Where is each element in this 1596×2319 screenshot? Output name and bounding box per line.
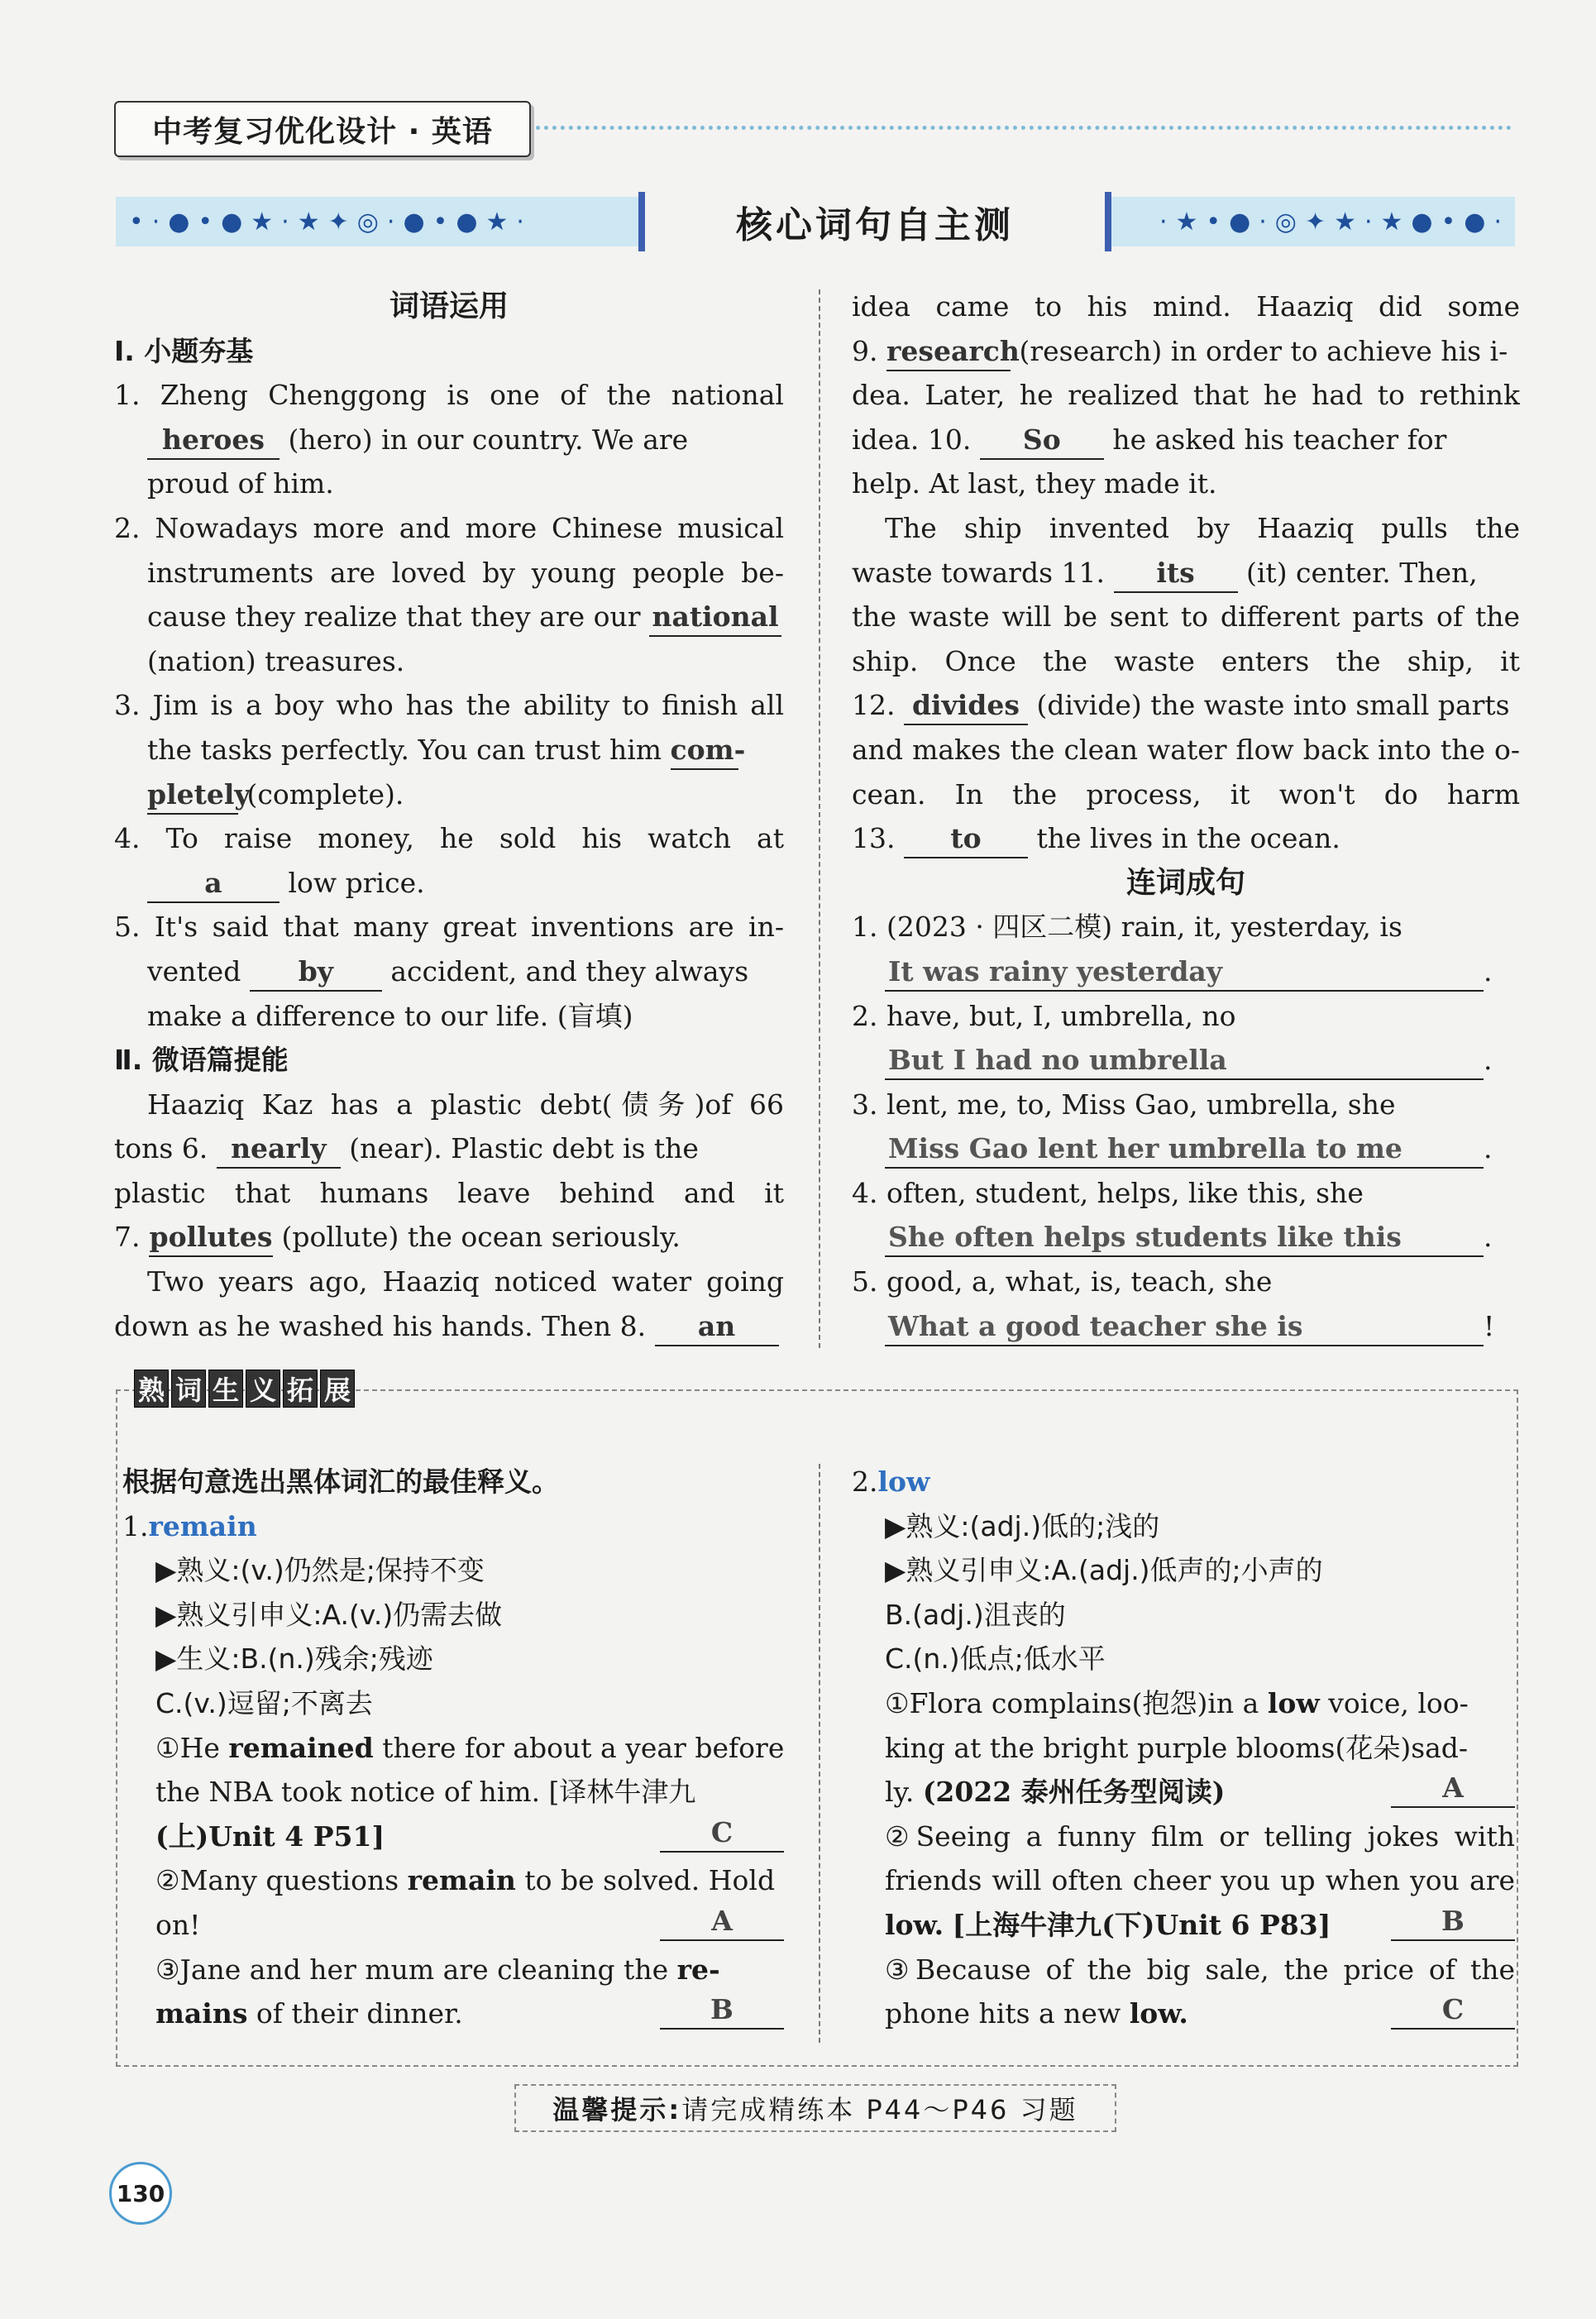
passage-line6-a: down as he washed his hands. Then 8. (114, 1309, 647, 1342)
lower-right-column (852, 1460, 1515, 2036)
q5-line2-text-a: vented (147, 954, 241, 987)
section-title-sentence-building: 连词成句 (1125, 865, 1245, 900)
s4-question: 4. often, student, helps, like this, she (852, 1176, 1364, 1209)
box-tag (134, 1370, 357, 1408)
q2-line3-text: cause they realize that they are our (147, 600, 641, 634)
r-line11: and makes the clean water flow back into the o- (852, 733, 1520, 766)
r-line6: The ship invented by Haaziq pulls the (885, 511, 1520, 544)
word1-ex1-line1 (122, 1726, 784, 1771)
s2-answer: But I had no umbrella (885, 1042, 1484, 1080)
s1-answer: It was rainy yesterday (885, 954, 1484, 992)
s3-answer-line (852, 1126, 1520, 1171)
word2-meaning4: C.(n.)低点;低水平 (885, 1642, 1106, 1676)
w1-e3-a: ③Jane and her mum are cleaning the (155, 1953, 669, 1986)
w1-e2-d: on! (155, 1908, 201, 1941)
s4-answer-line (852, 1215, 1520, 1260)
s3-question: 3. lent, me, to, Miss Gao, umbrella, she (852, 1088, 1396, 1121)
box-tag-char: 生 (208, 1370, 243, 1408)
word2-meaning1: ▶熟义:(adj.)低的;浅的 (885, 1509, 1160, 1542)
word2-meaning2: ▶熟义引申义:A.(adj.)低声的;小声的 (885, 1554, 1323, 1587)
r-line10-b: (divide) the waste into small parts (1036, 689, 1510, 722)
r-line4-b: he asked his teacher for (1112, 423, 1447, 456)
r-line2-b: (research) in order to achieve his i- (1019, 334, 1508, 367)
blank-q5: by (250, 954, 382, 992)
q5-line2-text-b: accident, and they always (390, 954, 749, 987)
r-line12: cean. In the process, it won't do harm (852, 777, 1520, 810)
box-tag-char: 展 (320, 1370, 355, 1408)
passage-line2-b: (near). Plastic debt is the (349, 1132, 699, 1165)
w2-e1-source: (2022 泰州任务型阅读) (922, 1776, 1226, 1809)
part2-title: Ⅱ. 微语篇提能 (114, 1044, 289, 1077)
word2-ex1-line2: king at the bright purple blooms(花朵)sad- (885, 1731, 1469, 1764)
left-column (114, 284, 784, 1348)
w1-e2-keyword: remain (407, 1864, 516, 1897)
box-instruction: 根据句意选出黑体词汇的最佳释义。 (122, 1466, 559, 1498)
box-tag-char: 拓 (283, 1370, 318, 1408)
section-banner (116, 197, 1515, 246)
r-line9: ship. Once the waste enters the ship, it (852, 644, 1520, 677)
word2-ex2-line1: ②Seeing a funny film or telling jokes with (885, 1819, 1515, 1853)
passage-line4 (114, 1215, 784, 1260)
w1-e1-source: (上)Unit 4 P51] (155, 1819, 385, 1853)
word1-num: 1. (122, 1509, 149, 1542)
passage-line5: Two years ago, Haaziq noticed water going (147, 1265, 784, 1298)
w1-e2-c: to be solved. Hold (524, 1864, 776, 1897)
q5-line3: make a difference to our life. (盲填) (147, 999, 633, 1032)
r-line2-a: 9. (852, 334, 878, 367)
s2-question: 2. have, but, I, umbrella, no (852, 999, 1236, 1032)
right-column (852, 284, 1520, 1348)
blank-11: its (1114, 555, 1238, 593)
q1-line2 (114, 418, 784, 462)
q5-line1: 5. It's said that many great inventions are in- (114, 911, 784, 944)
blank-q4: a (147, 865, 280, 903)
q3-line3-text: (complete). (246, 777, 404, 810)
word2-heading (852, 1460, 1515, 1504)
page-number: 130 (109, 2162, 172, 2225)
blank-6: nearly (217, 1131, 341, 1169)
q3-line2 (114, 728, 784, 772)
word1-meaning2: ▶熟义引申义:A.(v.)仍需去做 (155, 1598, 503, 1631)
s1-answer-line (852, 949, 1520, 994)
r-line13 (852, 816, 1520, 861)
q4-line1: 4. To raise money, he sold his watch at (114, 822, 784, 855)
blank-8: an (655, 1308, 779, 1346)
word1-meaning3: ▶生义:B.(n.)残余;残迹 (155, 1642, 433, 1676)
q3-line3 (114, 772, 784, 817)
s5-punct: ! (1484, 1309, 1495, 1342)
s3-punct: . (1484, 1132, 1493, 1165)
s5-answer-line (852, 1304, 1520, 1349)
section-title-word-use: 词语运用 (389, 289, 509, 323)
warm-tip (514, 2084, 1116, 2132)
s3-answer: Miss Gao lent her umbrella to me (885, 1131, 1484, 1169)
q2-line3 (114, 595, 784, 639)
word1-ex1-line2: the NBA took notice of him. [译林牛津九 (155, 1776, 696, 1809)
blank-13: to (904, 820, 1028, 858)
q1-line1: 1. Zheng Chenggong is one of the national (114, 379, 784, 412)
q1-line2-text: (hero) in our country. We are (288, 423, 689, 456)
w1-e3-answer: B (660, 1991, 784, 2030)
word2-ex2-line2: friends will often cheer you up when you are (885, 1864, 1515, 1897)
r-line1: idea came to his mind. Haaziq did some (852, 290, 1520, 323)
passage-line4-b: (pollute) the ocean seriously. (281, 1221, 681, 1254)
warm-tip-label: 温馨提示: (552, 2094, 682, 2125)
s2-answer-line (852, 1038, 1520, 1083)
r-line13-a: 13. (852, 822, 896, 855)
s1-question: 1. (2023 · 四区二模) rain, it, yesterday, is (852, 911, 1402, 944)
word1-ex3-line2 (122, 1991, 784, 2036)
r-line7 (852, 551, 1520, 595)
s5-answer: What a good teacher she is (885, 1308, 1484, 1346)
w1-e1-a: ①He (155, 1731, 220, 1764)
word1-ex1-line3 (122, 1815, 784, 1859)
s5-question: 5. good, a, what, is, teach, she (852, 1265, 1273, 1298)
box-tag-char: 义 (246, 1370, 280, 1408)
banner-stars-left-icon: •·●•●★·★✦◎·●•●★· (129, 207, 533, 237)
w1-e3-d: of their dinner. (256, 1997, 463, 2030)
w1-e3-keyword2: mains (155, 1997, 248, 2030)
passage-line2 (114, 1126, 784, 1171)
q4-line2-text: low price. (288, 866, 425, 899)
w2-e1-e: ly. (885, 1776, 915, 1809)
banner-stars-right-icon: ·★•●·◎✦★·★●•●· (1159, 207, 1510, 237)
word2-ex2-line3 (852, 1903, 1515, 1948)
book-title: 中考复习优化设计 · 英语 (114, 101, 531, 157)
r-line4 (852, 418, 1520, 462)
blank-7: pollutes (149, 1219, 273, 1257)
word1-heading (122, 1504, 784, 1549)
w2-e3-b: phone hits a new (885, 1997, 1121, 2030)
blank-q1: heroes (147, 422, 280, 460)
s1-punct: . (1484, 954, 1493, 987)
header-dotted-rule (536, 126, 1512, 130)
s4-punct: . (1484, 1221, 1493, 1254)
column-divider (819, 289, 820, 1348)
lower-column-divider (819, 1464, 820, 2043)
q2-line2: instruments are loved by young people be- (147, 556, 784, 589)
word1: remain (148, 1509, 257, 1542)
word2-ex1-line1 (852, 1681, 1515, 1726)
banner-title: 核心词句自主测 (638, 192, 1111, 251)
passage-line3: plastic that humans leave behind and it (114, 1176, 784, 1209)
blank-q3-part2: pletely (147, 777, 238, 815)
q4-line2 (114, 861, 784, 906)
w2-e2-keyword: low. (885, 1908, 944, 1941)
w2-e1-a: ①Flora complains(抱怨)in a (885, 1686, 1259, 1719)
word2-ex3-line1: ③Because of the big sale, the price of the (885, 1953, 1515, 1986)
q1-line3: proud of him. (147, 467, 334, 500)
w2-e3-answer: C (1391, 1991, 1515, 2030)
s2-punct: . (1484, 1044, 1493, 1077)
word1-ex3-line1 (122, 1948, 784, 1992)
r-line5: help. At last, they made it. (852, 467, 1217, 500)
blank-9: research (886, 333, 1011, 371)
w1-e2-a: ②Many questions (155, 1864, 399, 1897)
box-tag-char: 熟 (134, 1370, 169, 1408)
w2-e1-keyword: low (1267, 1686, 1320, 1719)
q3-line2-text: the tasks perfectly. You can trust him (147, 733, 662, 766)
s4-answer: She often helps students like this (885, 1219, 1484, 1257)
w2-e1-c: voice, loo- (1328, 1686, 1469, 1719)
r-line3: dea. Later, he realized that he had to rethink (852, 379, 1520, 412)
blank-q2: national (649, 599, 781, 637)
passage-line4-a: 7. (114, 1221, 141, 1254)
word1-meaning4: C.(v.)逗留;不离去 (155, 1686, 373, 1719)
r-line10-a: 12. (852, 689, 896, 722)
word2-meaning3: B.(adj.)沮丧的 (885, 1598, 1066, 1631)
word1-ex2-line1 (122, 1858, 784, 1903)
r-line2 (852, 329, 1520, 374)
r-line7-b: (it) center. Then, (1246, 556, 1478, 589)
passage-line1: Haaziq Kaz has a plastic debt(债务)of 66 (147, 1088, 784, 1121)
passage-line2-a: tons 6. (114, 1132, 208, 1165)
r-line7-a: waste towards 11. (852, 556, 1105, 589)
word1-ex2-line2 (122, 1903, 784, 1948)
w2-e3-keyword: low. (1129, 1997, 1188, 2030)
r-line13-b: the lives in the ocean. (1036, 822, 1340, 855)
w1-e1-answer: C (660, 1815, 784, 1853)
q3-line1: 3. Jim is a boy who has the ability to finish all (114, 689, 784, 722)
w1-e1-c: there for about a year before (382, 1731, 785, 1764)
w2-e1-answer: A (1391, 1770, 1515, 1808)
w2-e2-source: [上海牛津九(下)Unit 6 P83] (952, 1908, 1331, 1941)
word2-ex1-line3 (852, 1770, 1515, 1815)
w1-e3-keyword: re- (676, 1953, 720, 1986)
warm-tip-text: 请完成精练本 P44～P46 习题 (681, 2094, 1078, 2125)
r-line4-a: idea. 10. (852, 423, 972, 456)
blank-10: So (980, 422, 1104, 460)
q5-line2 (114, 949, 784, 994)
w1-e1-keyword: remained (228, 1731, 374, 1764)
r-line10 (852, 683, 1520, 728)
word2-ex3-line2 (852, 1991, 1515, 2036)
word2: low (877, 1466, 930, 1498)
word2-num: 2. (852, 1466, 878, 1498)
part1-title: Ⅰ. 小题夯基 (114, 334, 254, 367)
blank-q3-part1: com- (671, 732, 738, 770)
box-tag-char: 词 (171, 1370, 206, 1408)
w1-e2-answer: A (660, 1903, 784, 1941)
q2-line1: 2. Nowadays more and more Chinese musical (114, 511, 784, 544)
word1-meaning1: ▶熟义:(v.)仍然是;保持不变 (155, 1554, 485, 1587)
w2-e2-answer: B (1391, 1903, 1515, 1941)
blank-12: divides (904, 687, 1028, 725)
lower-left-column (122, 1460, 784, 2036)
q2-line4: (nation) treasures. (147, 644, 405, 677)
passage-line6 (114, 1304, 784, 1349)
r-line8: the waste will be sent to different parts of the (852, 600, 1520, 634)
